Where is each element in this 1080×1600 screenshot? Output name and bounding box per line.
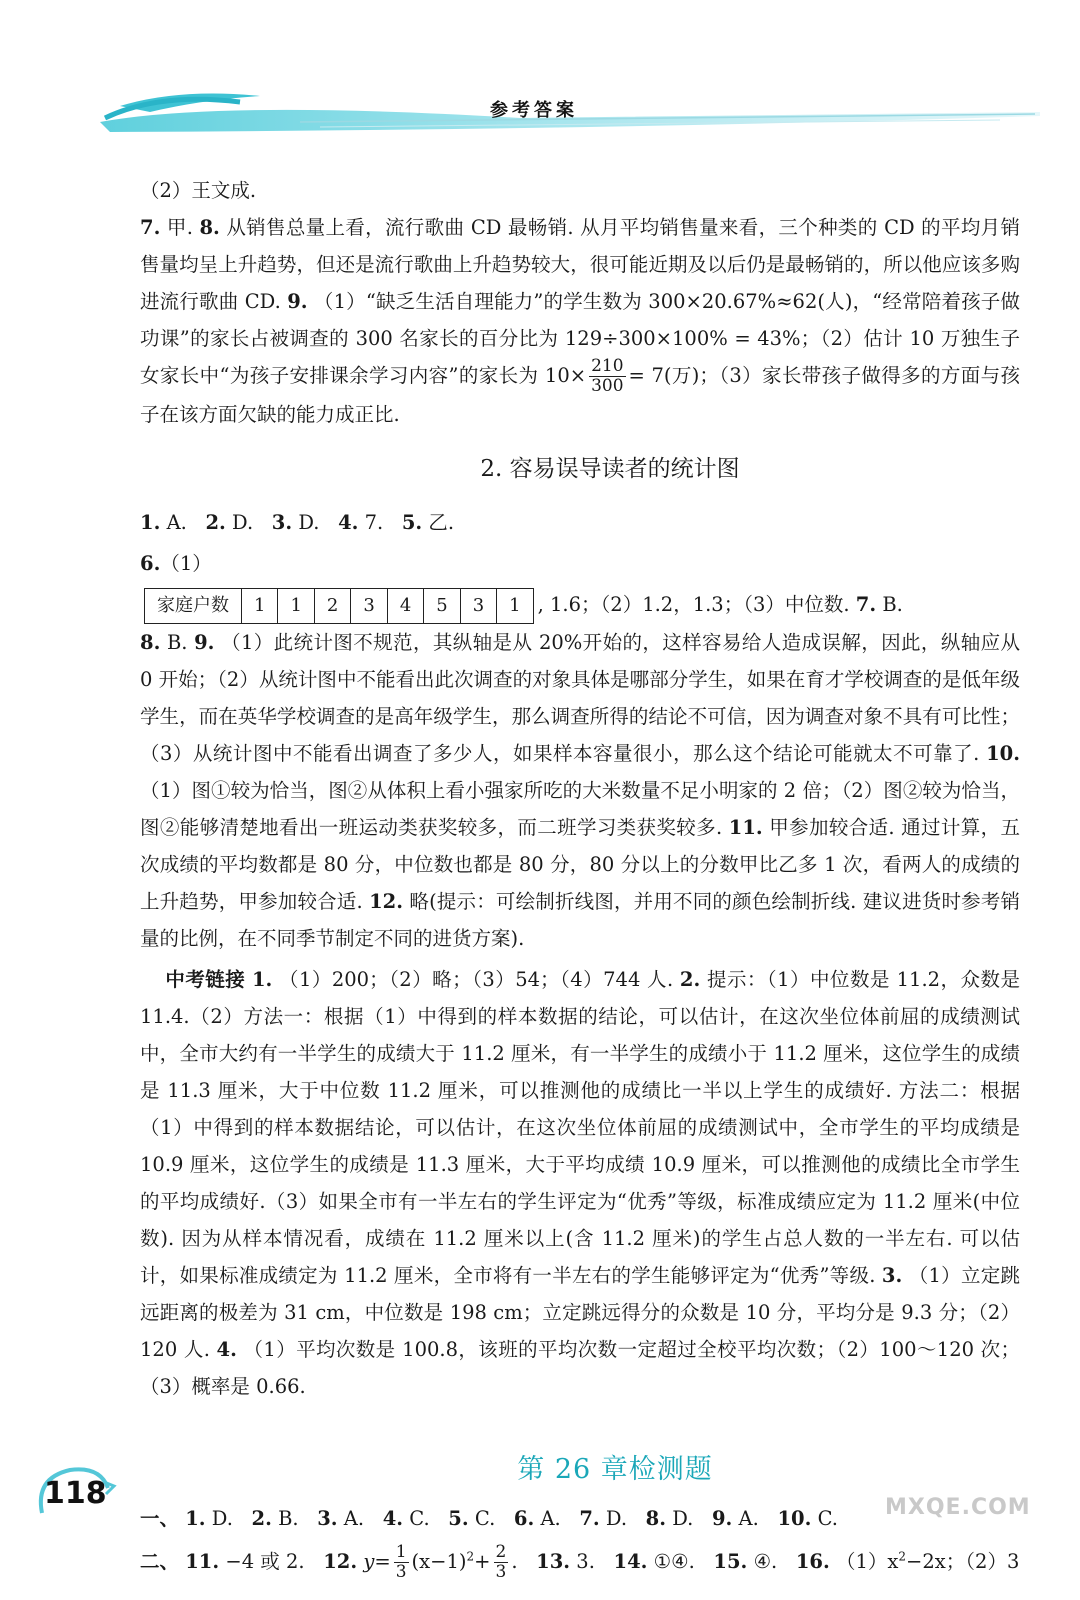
fraction-numerator: 210 [591,356,624,376]
q-answer: D. [211,1506,233,1530]
q-answer: （1）图①较为恰当，图②从体积上看小强家所吃的大米数量不足小明家的 2 倍；（2）图②较为恰当，图②能够清楚地看出一班运动类获奖较多，而二班学习类获奖较多. [140,778,1020,839]
q-answer: A. [166,511,187,534]
q-answer: （1）“缺乏生活自理能力”的学生数为 300×20.67%≈62(人)，“经常陪着孩子做功课”的家长占被调查的 300 名家长的百分比为 129÷300×100% = 43%；（2）估计 10 万独生子女家长中“为孩子安排课余学习内容”的家长为 10× [140,290,1020,387]
q-answer: 3. [576,1549,595,1573]
table-cell: 4 [387,588,423,623]
formula-plus: + [474,1549,491,1573]
watermark-text: MXQE.COM [885,1495,1031,1520]
section2-line1 [140,504,1020,541]
q-number: 2. [205,511,226,534]
q-number: 3. [271,511,293,534]
formula-exponent: 2 [466,1549,475,1563]
table-cell: 3 [460,588,496,623]
q-answer: D. [672,1506,694,1530]
fraction-denominator: 300 [591,376,624,396]
q-answer: C. [409,1506,430,1530]
q-number: 9. [711,1506,733,1530]
fraction [494,1543,509,1582]
intro-paragraph [140,209,1020,433]
formula-part: (x−1) [411,1549,467,1573]
q-number: 6. [513,1506,535,1530]
q-number: 1. [251,967,273,991]
q-number: 10. [986,741,1021,765]
section2-q6-line [140,545,1020,582]
section-title: 2. 容易误导读者的统计图 [480,456,740,482]
formula-end: . [511,1549,518,1573]
q-answer: （1）平均次数是 100.8，该班的平均次数一定超过全校平均次数；（2）100～120 次；（3）概率是 0.66. [140,1337,1021,1398]
q-answer: C. [474,1506,496,1530]
q-number: 2. [679,967,701,991]
q-answer: 7. [364,511,384,534]
q-number: 1. [185,1506,206,1530]
answer-content [140,172,1020,1582]
q-number: 6. [140,552,161,575]
q-answer: A. [738,1506,759,1530]
q-answer: −4 或 2. [225,1549,305,1573]
formula-prefix: y= [363,1549,391,1573]
q-answer: D. [605,1506,628,1530]
q6-prefix: （1） [160,552,212,575]
q-number: 7. [855,593,877,616]
q-answer: 甲参加较合适. 通过计算，五次成绩的平均数都是 80 分，中位数也都是 80 分，80 分以上的分数甲比乙多 1 次，看两人的成绩的上升趋势，甲参加较合适. [140,815,1020,913]
q-answer: 乙. [428,511,455,534]
q-number: 15. [713,1549,748,1573]
fraction-numerator: 2 [495,1541,507,1562]
q-number: 7. [140,216,161,239]
part-label: 一、 [140,1506,180,1530]
fraction-denominator: 3 [495,1561,507,1582]
table-cell: 1 [242,588,278,623]
q6-tail: , 1.6；（2）1.2，1.3；（3）中位数. [537,593,850,616]
q-number: 1. [140,511,161,534]
chapter-part2 [140,1543,1020,1582]
q-answer: 甲. [166,216,193,239]
q-answer-tail: −2x；（2）3 [906,1549,1020,1573]
fraction-denominator: 3 [395,1561,407,1582]
q-number: 2. [251,1506,272,1530]
q-number: 11. [728,815,763,839]
q-number: 7. [579,1506,600,1530]
q-number: 8. [140,630,161,654]
q-number: 12. [369,889,404,913]
fraction [589,357,625,396]
header-title: 参考答案 [490,100,578,121]
fraction-numerator: 1 [395,1541,407,1562]
q-number: 8. [199,216,220,239]
q-answer: 略(提示：可绘制折线图，并用不同的颜色绘制折线. 建议进货时参考销量的比例，在不同季节制定不同的进货方案). [140,889,1021,950]
q-number: 12. [323,1549,358,1573]
q-number: 4. [216,1337,237,1361]
q-answer: B. [278,1506,299,1530]
chapter-title: 第 26 章检测题 [517,1453,713,1485]
q-answer: C. [817,1506,839,1530]
q-answer: （1）200；（2）略；（3）54；（4）744 人. [279,967,674,991]
q-answer: ④. [753,1549,778,1573]
q-answer: ①④. [653,1549,695,1573]
zhongkao-label: 中考链接 [165,967,246,991]
q-number: 4. [382,1506,404,1530]
q-number: 14. [613,1549,648,1573]
q-answer: A. [540,1506,561,1530]
intro-answer-2: （2）王文成. [140,179,257,202]
formula-exponent: 2 [898,1549,907,1563]
q-answer: （1）立定跳远距离的极差为 31 cm，中位数是 198 cm；立定跳远得分的众数是 10 分，平均分是 9.3 分；（2）120 人. [140,1263,1020,1361]
table-cell: 1 [497,588,533,623]
q-answer: B. [882,593,903,616]
table-cell: 3 [351,588,387,623]
q-answer: （1）此统计图不规范，其纵轴是从 20%开始的，这样容易给人造成误解，因此，纵轴应从 0 开始；（2）从统计图中不能看出此次调查的对象具体是哪部分学生，如果在育才学校调查的是低年级学生，而在英华学校调查的是高年级学生，那么调查所得的结论不可信，因为调查对象不具有可比性；（3）从统计图中不能看出调查了多少人，如果样本容量很小，那么这个结论可能就太不可靠了. [140,630,1021,765]
q-number: 13. [536,1549,571,1573]
q-number: 16. [795,1549,830,1573]
q-number: 9. [194,630,215,654]
table-cell: 2 [314,588,350,623]
table-cell: 1 [278,588,314,623]
header-swoosh-decoration [0,0,1080,150]
table-row [145,588,534,623]
page-number: 118 [44,1476,107,1511]
q-number: 3. [881,1263,903,1287]
page-header [0,0,1080,150]
table-cell: 5 [424,588,460,623]
q-number: 5. [448,1506,469,1530]
q-number: 11. [185,1549,220,1573]
frequency-table [144,588,534,624]
q-number: 4. [338,511,359,534]
q-number: 10. [777,1506,812,1530]
q-answer: （1）x [836,1549,899,1573]
q-answer: A. [343,1506,365,1530]
section2-paragraph [140,624,1020,957]
intro-line [140,172,1020,209]
q-answer: 从销售总量上看，流行歌曲 CD 最畅销. 从月平均销售量来看，三个种类的 CD 的平均月销售量均呈上升趋势，但还是流行歌曲上升趋势较大，很可能近期及以后仍是最畅销的，所以他应该多购进流行歌曲 CD. [140,216,1020,313]
zhongkao-paragraph [140,961,1020,1405]
part-label: 二、 [140,1549,180,1573]
q-number: 5. [401,511,423,534]
table-header-cell: 家庭户数 [145,588,242,623]
q-answer: D. [298,511,320,534]
q-number: 3. [317,1506,338,1530]
q-number: 9. [287,290,308,313]
fraction [394,1543,409,1582]
q-answer: B. [166,630,188,654]
q-answer-tail: = 7(万)；（3）家长带孩子做得多的方面与孩子在该方面欠缺的能力成正比. [140,364,1020,426]
q-number: 8. [645,1506,667,1530]
q-answer: 提示：（1）中位数是 11.2，众数是 11.4.（2）方法一：根据（1）中得到的样本数据的结论，可以估计，在这次坐位体前屈的成绩测试中，全市大约有一半学生的成绩大于 11.2 厘米，有一半学生的成绩小于 11.2 厘米，这位学生的成绩是 11.3 厘米，大于中位数 11.2 厘米，可以推测他的成绩比一半以上学生的成绩好. 方法二：根据（1）中得到的样本数据结论，可以估计，在这次坐位体前屈的成绩测试中，全市学生的平均成绩是 10.9 厘米，这位学生的成绩是 11.3 厘米，大于平均成绩 10.9 厘米，可以推测他的成绩比全市学生的平均成绩好.（3）如果全市有一半左右的学生评定为“优秀”等级，标准成绩应定为 11.2 厘米(中位数). 因为从样本情况看，成绩在 11.2 厘米以上(含 11.2 厘米)的学生占总人数的一半左右. 可以估计，如果标准成绩定为 11.2 厘米，全市将有一半左右的学生能够评定为“优秀”等级. [140,967,1020,1287]
q-answer: D. [232,511,254,534]
